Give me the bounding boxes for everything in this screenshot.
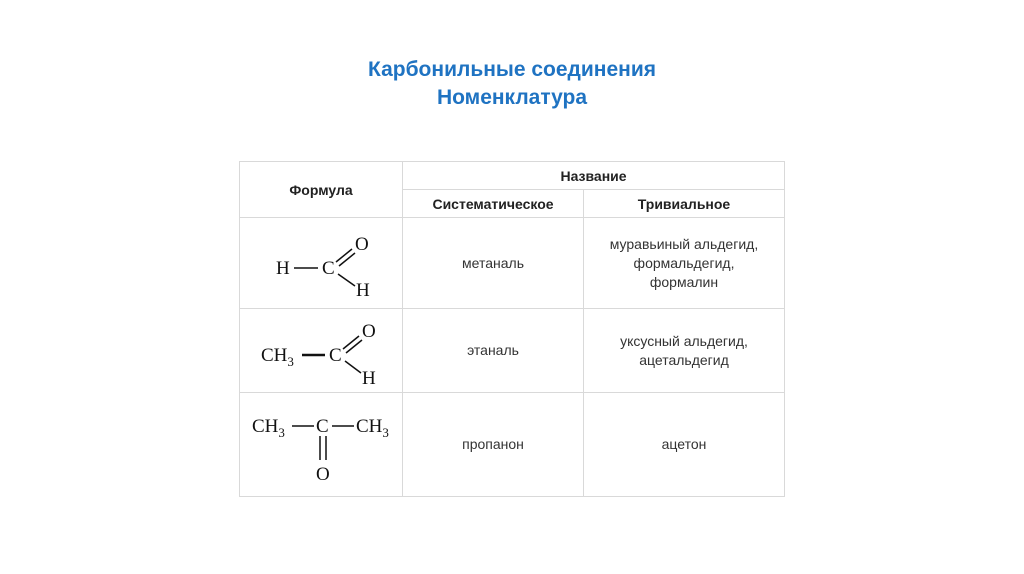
atom-ch-right: $CH_3$ (356, 415, 389, 440)
header-trivial: Тривиальное (584, 190, 785, 218)
formula-methanal-structure (256, 228, 386, 298)
bond-c-h (345, 361, 361, 373)
header-name: Название (403, 162, 785, 190)
atom-h-left: H (276, 258, 290, 280)
bond-c-o-2 (339, 253, 355, 266)
bond-c-h (338, 274, 355, 286)
table-row (240, 308, 785, 393)
formula-ethanal-structure (251, 315, 391, 387)
trivial-propanone (584, 393, 785, 497)
trivial-line: ацетальдегид (639, 351, 729, 368)
atom-o: O (355, 234, 369, 256)
header-formula: Формула (240, 162, 403, 218)
table-row (240, 393, 785, 497)
atom-c: C (316, 415, 329, 437)
atom-c: C (322, 258, 335, 280)
header-systematic: Систематическое (403, 190, 584, 218)
formula-propanone-structure (246, 402, 396, 488)
formula-propanone (240, 393, 403, 497)
formula-ethanal (240, 308, 403, 393)
table-row (240, 218, 785, 309)
systematic-propanone: пропанон (403, 393, 584, 497)
bond-c-o-1 (336, 249, 352, 262)
slide-title (0, 56, 1024, 112)
trivial-line: муравьиный альдегид, (609, 235, 759, 252)
atom-h-bottom: H (356, 280, 370, 299)
trivial-methanal (584, 218, 785, 309)
atom-o: O (316, 463, 330, 485)
atom-c: C (329, 344, 342, 366)
atom-ch-left: $CH_3$ (261, 344, 294, 369)
trivial-line: уксусный альдегид, (620, 332, 748, 349)
atom-h-bottom: H (362, 367, 376, 387)
systematic-methanal: метаналь (403, 218, 584, 309)
formula-methanal (240, 218, 403, 309)
systematic-ethanal: этаналь (403, 308, 584, 393)
trivial-line: ацетон (661, 436, 707, 453)
trivial-ethanal (584, 308, 785, 393)
atom-ch-left: $CH_3$ (252, 415, 285, 440)
title-line-1: Карбонильные соединения (368, 58, 656, 81)
trivial-line: формальдегид, (633, 254, 735, 271)
title-line-2: Номенклатура (436, 86, 588, 109)
bond-c-o-2 (346, 340, 362, 353)
nomenclature-table (239, 161, 785, 497)
atom-o: O (362, 320, 376, 342)
trivial-line: формалин (649, 273, 719, 290)
bond-c-o-1 (343, 336, 359, 349)
